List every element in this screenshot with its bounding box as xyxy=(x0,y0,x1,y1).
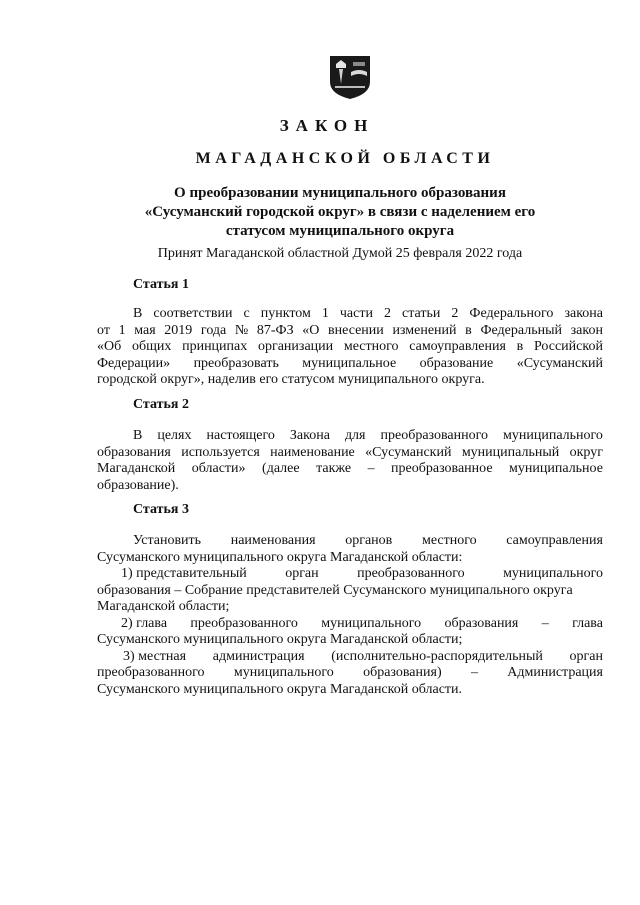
word: 2) глава xyxy=(121,615,168,631)
word: наименование xyxy=(270,444,355,460)
word: части xyxy=(339,306,373,321)
word: 3) местная xyxy=(123,648,187,664)
word: муниципального xyxy=(233,665,334,680)
list-item-line: Сусуманского муниципального округа Магаданской области. xyxy=(97,681,463,697)
word: «О xyxy=(302,322,320,338)
word: настоящего xyxy=(206,428,275,443)
word: изменений xyxy=(392,322,457,338)
word: пунктом xyxy=(260,306,311,321)
word: 2019 xyxy=(164,322,193,338)
justified-line xyxy=(97,461,603,478)
word: общих xyxy=(131,339,172,354)
word: в xyxy=(465,322,472,338)
law-title-line: «Сусуманский городской округ» в связи с наделением его xyxy=(144,204,536,220)
word: местного xyxy=(421,533,477,548)
word: администрация xyxy=(212,648,305,664)
word: органов xyxy=(345,533,393,548)
coat-of-arms-emblem xyxy=(327,54,373,100)
word: 2 xyxy=(451,306,459,321)
justified-line xyxy=(97,428,603,445)
word: – xyxy=(541,615,549,631)
justified-line xyxy=(97,616,603,633)
word: образования xyxy=(97,444,171,460)
word: (исполнительно-распорядительный xyxy=(331,648,543,664)
word: года xyxy=(200,322,227,338)
list-item-line: образования – Собрание представителей Сусуманского муниципального округа xyxy=(97,582,573,598)
word: В xyxy=(133,306,143,321)
law-title-line: О преобразовании муниципального образования xyxy=(174,185,506,201)
word: преобразованного xyxy=(190,615,298,631)
word: 1 xyxy=(321,306,329,321)
word: используется xyxy=(181,444,260,460)
justified-line xyxy=(97,649,603,666)
word: 2 xyxy=(384,306,391,321)
region-label: МАГАДАНСКОЙ ОБЛАСТИ xyxy=(195,150,495,167)
justified-line xyxy=(97,339,603,356)
law-title-line: статусом муниципального округа xyxy=(225,223,455,239)
list-item-line: Сусуманского муниципального округа Магаданской области; xyxy=(97,632,463,647)
article-1-heading: Статья 1 xyxy=(133,277,189,292)
law-title xyxy=(120,184,560,241)
justified-line xyxy=(97,306,603,323)
word: преобразованного xyxy=(380,428,489,443)
word: для xyxy=(344,428,366,443)
word: округ xyxy=(569,444,603,460)
justified-line xyxy=(97,533,603,550)
word: Российской xyxy=(533,339,603,354)
word: закон xyxy=(570,322,603,338)
justified-line xyxy=(97,323,603,340)
word: муниципального xyxy=(503,428,603,443)
word: наименования xyxy=(230,533,316,548)
word: преобразованного xyxy=(97,665,205,680)
paragraph-last-line: городской округ», наделив его статусом муниципального округа. xyxy=(97,372,485,387)
word: области» xyxy=(191,461,246,476)
word: преобразованного xyxy=(357,566,465,581)
word: «Об xyxy=(97,339,122,354)
justified-line xyxy=(97,566,603,583)
word: местного xyxy=(343,339,399,354)
word: образования xyxy=(444,615,519,631)
word: – xyxy=(470,665,478,680)
word: муниципального xyxy=(321,615,422,631)
justified-line xyxy=(97,445,603,462)
word: самоуправления xyxy=(506,533,603,548)
paragraph-last-line: Сусуманского муниципального округа Магаданской области: xyxy=(97,549,463,565)
law-label: ЗАКОН xyxy=(279,116,375,135)
article-2-heading: Статья 2 xyxy=(133,397,189,412)
word: 1 xyxy=(118,322,126,338)
word: муниципальное xyxy=(509,461,603,476)
word: «Сусуманский xyxy=(516,355,603,371)
word: Установить xyxy=(133,533,202,548)
word: Федеральный xyxy=(480,322,562,338)
word: принципах xyxy=(182,339,248,354)
word: преобразованное xyxy=(391,461,493,476)
word: (далее xyxy=(262,461,300,476)
word: образование xyxy=(419,355,494,371)
word: Магаданской xyxy=(97,461,176,476)
word: 1) представительный xyxy=(121,566,247,581)
word: соответствии xyxy=(153,306,233,321)
word: муниципальный xyxy=(461,444,560,460)
article-3-heading: Статья 3 xyxy=(133,502,189,517)
word: – xyxy=(367,461,375,476)
word: муниципального xyxy=(503,566,603,581)
list-item-line: Магаданской области; xyxy=(97,599,230,614)
justified-line xyxy=(97,665,603,682)
word: от xyxy=(97,322,110,338)
word: преобразовать xyxy=(193,355,279,371)
word: в xyxy=(516,339,524,354)
article-1-text xyxy=(97,306,603,389)
word: самоуправления xyxy=(409,339,506,354)
word: муниципальное xyxy=(302,355,397,371)
word: В xyxy=(133,428,143,443)
word: орган xyxy=(569,648,603,664)
word: Федерации» xyxy=(97,355,171,371)
word: Закона xyxy=(289,428,330,443)
word: 87-ФЗ xyxy=(256,322,294,338)
justified-line xyxy=(97,356,603,373)
word: Федерального xyxy=(469,306,554,321)
word: Администрация xyxy=(507,665,603,680)
word: целях xyxy=(157,428,192,443)
adoption-statement: Принят Магаданской областной Думой 25 февраля 2022 года xyxy=(157,246,523,261)
article-3-text xyxy=(97,533,603,698)
word: статьи xyxy=(402,306,441,321)
word: «Сусуманский xyxy=(365,444,452,460)
word: мая xyxy=(134,322,156,338)
word: внесении xyxy=(328,322,384,338)
article-2-text xyxy=(97,428,603,494)
word: организации xyxy=(257,339,334,354)
word: закона xyxy=(564,306,603,321)
word: с xyxy=(243,306,250,321)
paragraph-last-line: образование). xyxy=(97,477,179,493)
word: также xyxy=(316,461,352,476)
word: орган xyxy=(285,566,319,581)
word: глава xyxy=(572,615,603,631)
word: образования) xyxy=(363,665,442,680)
word: № xyxy=(234,322,249,338)
